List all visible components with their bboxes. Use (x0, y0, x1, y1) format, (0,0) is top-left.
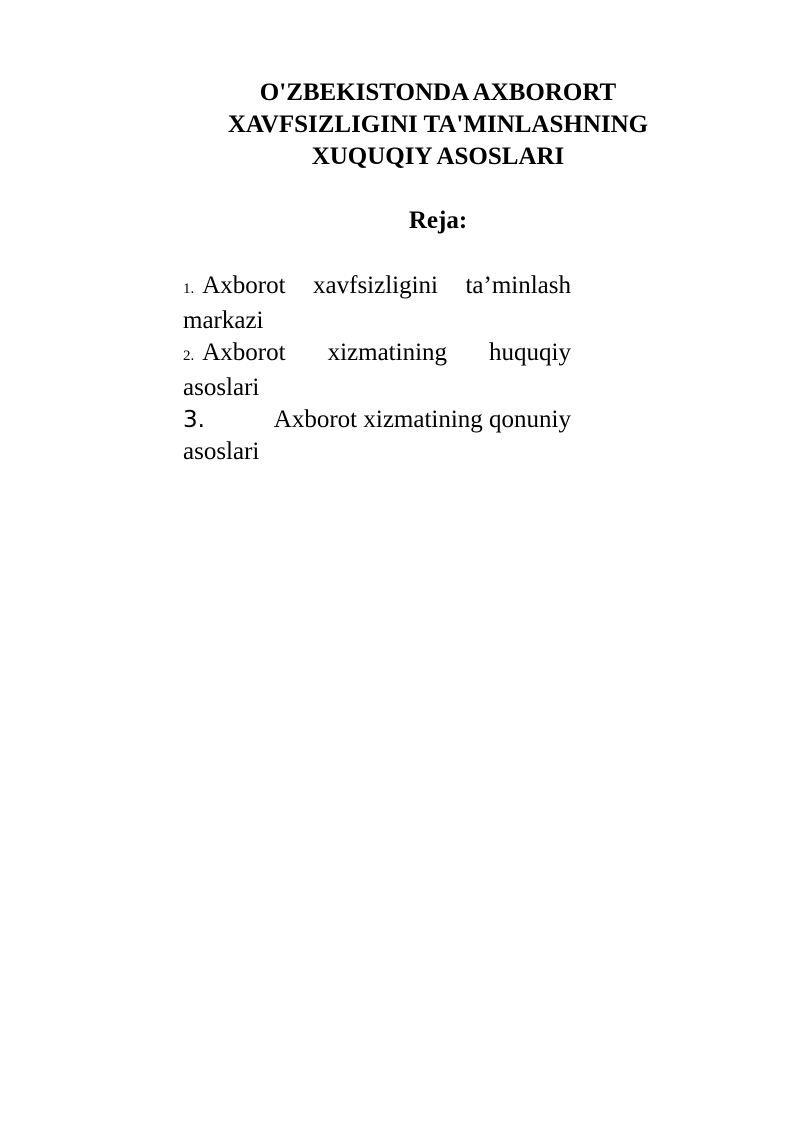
plan-item-number: 1. (183, 281, 195, 297)
plan-item-continuation: asoslari (183, 438, 260, 465)
plan-item (183, 404, 571, 468)
plan-item-word: Axborot (202, 339, 286, 366)
plan-item-word: xizmatining (327, 339, 448, 366)
document-title (200, 77, 676, 173)
plan-item-word: xavfsizligini (313, 272, 439, 299)
plan-item-word: qonuniy (489, 406, 571, 433)
plan-item-word: huquqiy (489, 339, 571, 366)
plan-item-number: 2. (183, 348, 195, 364)
plan-item-word: xizmatining (363, 406, 483, 433)
plan-item-continuation: markazi (183, 307, 264, 334)
plan-item-text (274, 404, 571, 436)
plan-item-start (183, 337, 286, 372)
plan-item-line (183, 270, 571, 305)
title-line: XAVFSIZLIGINI TA'MINLASHNING (227, 111, 649, 138)
plan-heading: Reja: (408, 207, 468, 234)
plan-item-number: 3. (183, 407, 205, 433)
plan-item-line (183, 404, 571, 436)
plan-item-word: Axborot (202, 272, 286, 299)
plan-item (183, 337, 571, 404)
plan-item-line (183, 337, 571, 372)
plan-item-continuation: asoslari (183, 374, 260, 401)
plan-item (183, 270, 571, 337)
plan-item-word: ta’minlash (465, 272, 571, 299)
plan-list (183, 270, 571, 468)
title-line: XUQUQIY ASOSLARI (311, 143, 565, 170)
plan-item-word: Axborot (273, 406, 358, 433)
title-line: O'ZBEKISTONDA AXBORORT (259, 79, 617, 106)
plan-item-start (183, 270, 286, 305)
